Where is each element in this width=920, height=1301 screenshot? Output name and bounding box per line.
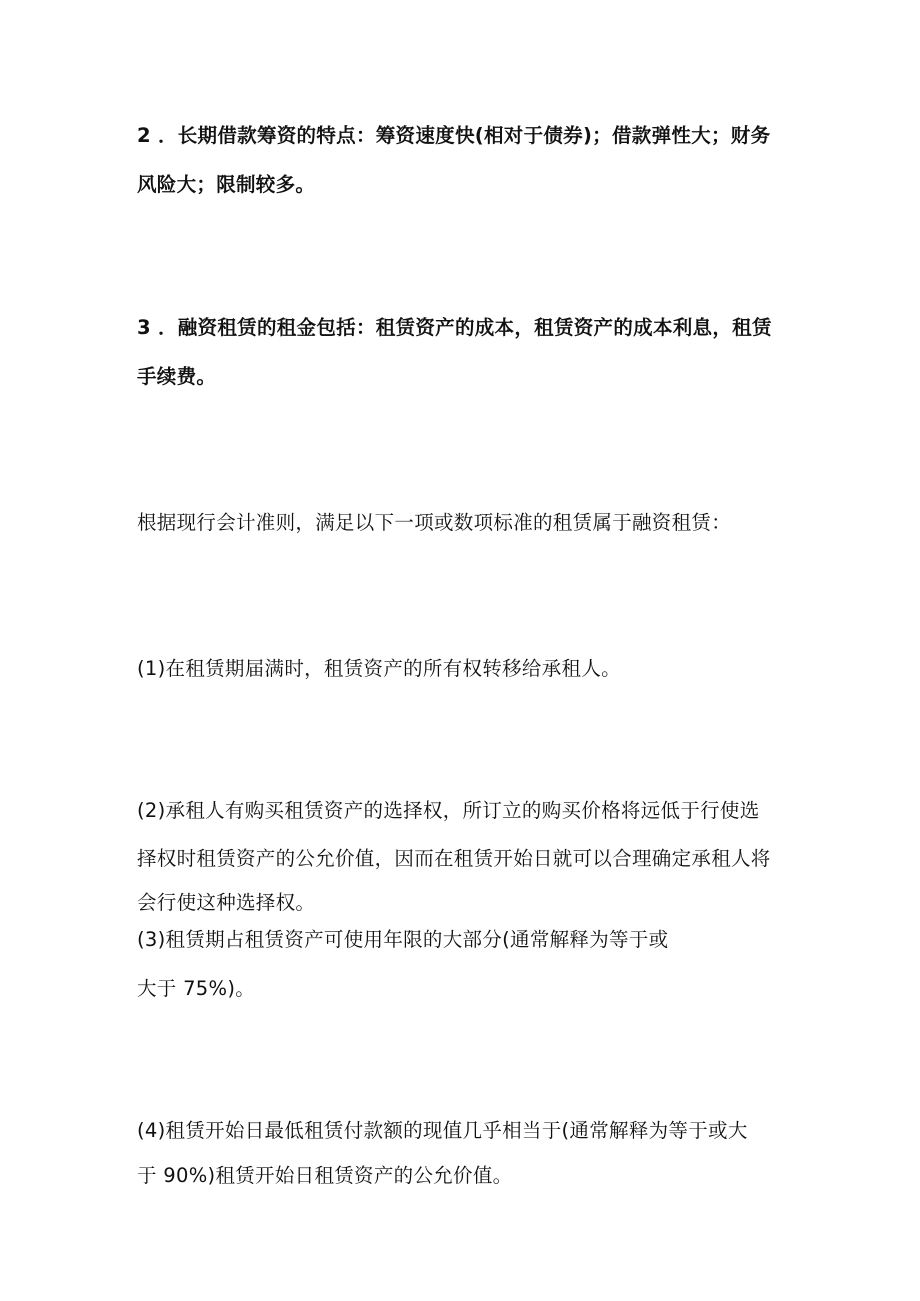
- item-4-line-2: 于 90%)租赁开始日租赁资产的公允价值。: [137, 1164, 513, 1187]
- item-3-line-1: (3)租赁期占租赁资产可使用年限的大部分(通常解释为等于或: [137, 928, 669, 951]
- item-2-line-1: (2)承租人有购买租赁资产的选择权，所订立的购买价格将远低于行使选: [137, 799, 760, 822]
- paragraph-3-line-2: 手续费。: [137, 365, 217, 388]
- item-1-line-1: (1)在租赁期届满时，租赁资产的所有权转移给承租人。: [137, 657, 621, 680]
- paragraph-2-line-2: 风险大；限制较多。: [137, 173, 316, 196]
- paragraph-2-line-1: 2 ．长期借款筹资的特点：筹资速度快(相对于债券)；借款弹性大；财务: [137, 124, 771, 147]
- item-2-line-2: 择权时租赁资产的公允价值，因而在租赁开始日就可以合理确定承租人将: [137, 847, 771, 870]
- paragraph-3-line-1: 3 ．融资租赁的租金包括：租赁资产的成本，租赁资产的成本利息，租赁: [137, 316, 772, 339]
- item-2-line-3: 会行使这种选择权。: [137, 891, 316, 914]
- intro-line: 根据现行会计准则，满足以下一项或数项标准的租赁属于融资租赁：: [137, 511, 732, 534]
- item-3-line-2: 大于 75%)。: [137, 977, 256, 1000]
- item-4-line-1: (4)租赁开始日最低租赁付款额的现值几乎相当于(通常解释为等于或大: [137, 1119, 748, 1142]
